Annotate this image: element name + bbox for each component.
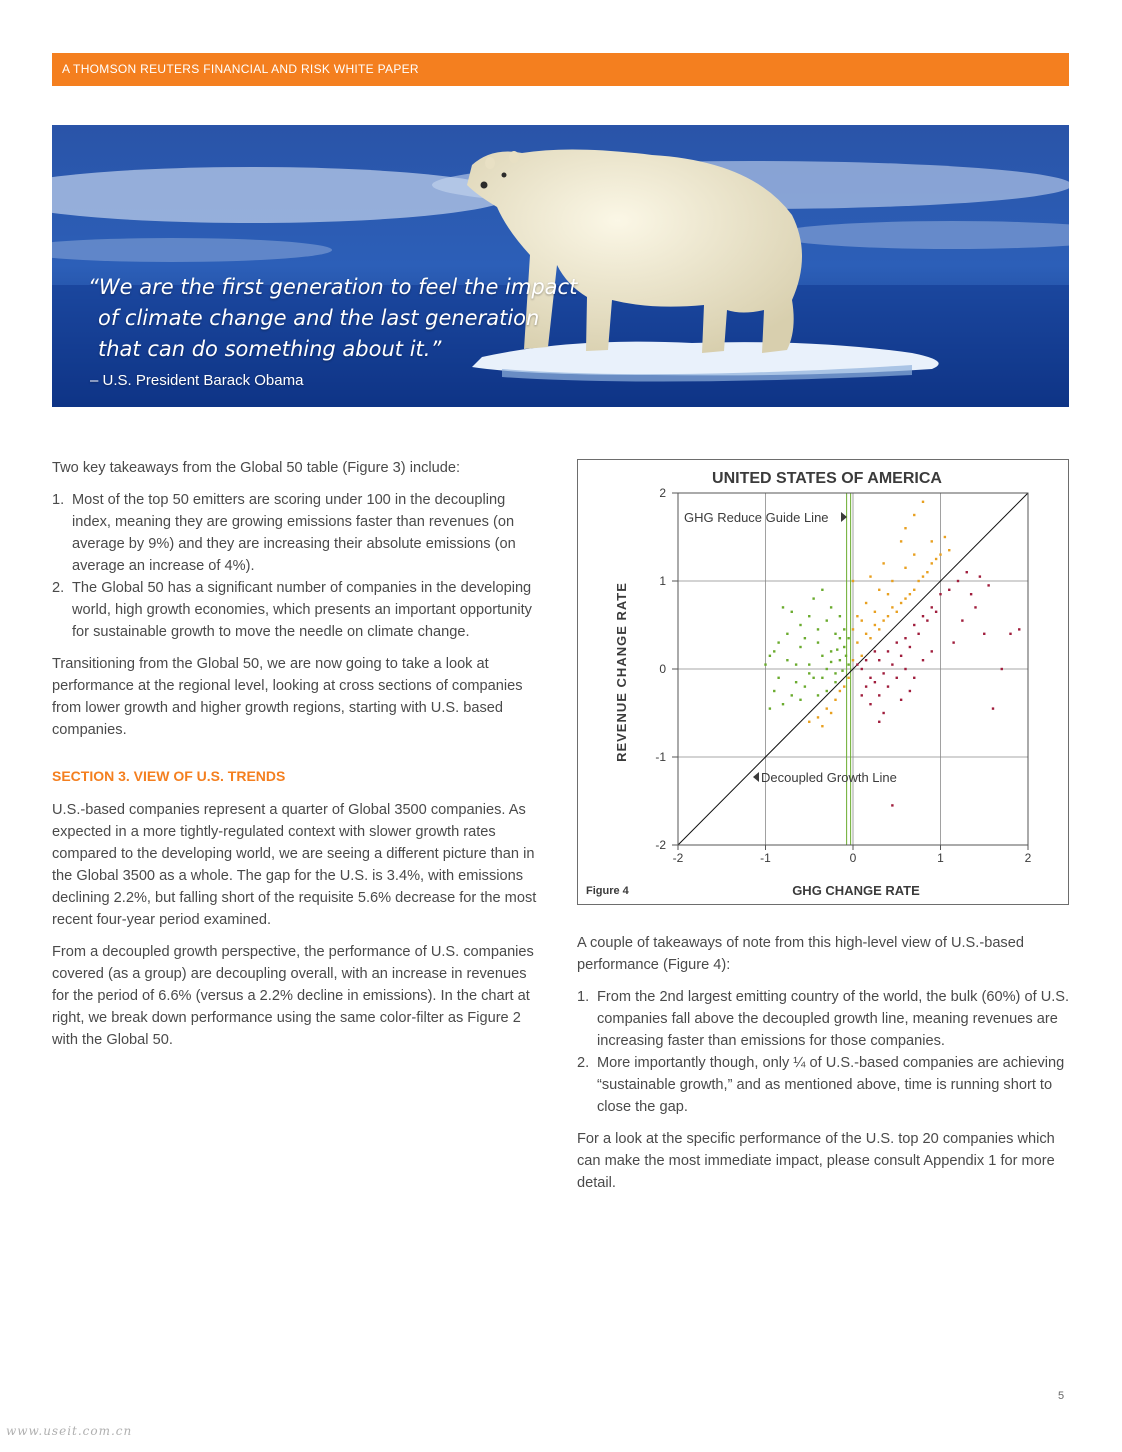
data-point	[865, 633, 867, 635]
data-point	[869, 677, 871, 679]
right-column	[577, 932, 1072, 1204]
data-point	[891, 804, 893, 806]
closing-paragraph: For a look at the specific performance of the U.S. top 20 companies which can make the most immediate impact, please consult Appendix 1 for more detail.	[577, 1131, 1055, 1191]
quote-line-3: that can do something about it.”	[98, 337, 442, 361]
data-point	[764, 663, 766, 665]
data-point	[795, 663, 797, 665]
list-item	[577, 986, 1072, 1052]
data-point	[852, 580, 854, 582]
data-point	[826, 619, 828, 621]
data-point	[769, 655, 771, 657]
list-number: 1.	[52, 492, 65, 508]
data-point	[804, 637, 806, 639]
data-point	[856, 641, 858, 643]
data-point	[909, 690, 911, 692]
data-point	[865, 602, 867, 604]
data-point	[952, 641, 954, 643]
data-point	[808, 672, 810, 674]
data-point	[931, 650, 933, 652]
data-point	[917, 580, 919, 582]
data-point	[961, 619, 963, 621]
y-tick-label: 1	[659, 574, 666, 588]
data-point	[887, 593, 889, 595]
data-point	[861, 694, 863, 696]
data-point	[887, 615, 889, 617]
data-point	[922, 575, 924, 577]
y-tick-label: -2	[655, 838, 666, 852]
data-point	[896, 641, 898, 643]
data-point	[799, 624, 801, 626]
data-point	[900, 655, 902, 657]
data-point	[887, 685, 889, 687]
data-point	[944, 536, 946, 538]
data-point	[856, 663, 858, 665]
data-point	[891, 606, 893, 608]
data-point	[786, 633, 788, 635]
data-point	[812, 677, 814, 679]
list-text: More importantly though, only ¼ of U.S.-based companies are achieving “sustainable growth,” and as mentioned above, time is running short to close the gap.	[597, 1055, 1065, 1115]
data-point	[852, 628, 854, 630]
data-point	[869, 637, 871, 639]
data-point	[900, 602, 902, 604]
data-point	[812, 597, 814, 599]
data-point	[808, 721, 810, 723]
data-point	[913, 514, 915, 516]
data-point	[795, 681, 797, 683]
data-point	[970, 593, 972, 595]
page-number: 5	[1058, 1390, 1065, 1402]
guide-line-label: GHG Reduce Guide Line	[684, 510, 829, 525]
decoupled-paragraph: From a decoupled growth perspective, the performance of U.S. companies covered (as a group) are decoupling overall, with an increase in revenues for the period of 6.6% (versus a 2.2% decline in emissions). In the chart at right, we break down performance using the same color-filter as Figure 2 with the Global 50.	[52, 944, 534, 1048]
data-point	[821, 677, 823, 679]
data-point	[874, 681, 876, 683]
right-takeaways-list	[577, 986, 1072, 1118]
transition-paragraph: Transitioning from the Global 50, we are now going to take a look at performance at the regional level, looking at cross sections of companies from lower growth and higher growth regions, starting with U.S. based companies.	[52, 656, 523, 738]
data-point	[878, 589, 880, 591]
data-point	[817, 694, 819, 696]
header-label: A THOMSON REUTERS FINANCIAL AND RISK WHITE PAPER	[62, 62, 419, 76]
data-point	[799, 699, 801, 701]
scatter-chart	[578, 460, 1068, 904]
data-point	[913, 677, 915, 679]
data-point	[904, 527, 906, 529]
list-item	[52, 577, 547, 643]
data-point	[987, 584, 989, 586]
x-axis-label: GHG CHANGE RATE	[792, 883, 920, 898]
data-point	[909, 593, 911, 595]
data-point	[1009, 633, 1011, 635]
data-point	[826, 690, 828, 692]
y-tick-label: 2	[659, 486, 666, 500]
data-point	[939, 553, 941, 555]
data-point	[834, 699, 836, 701]
data-point	[904, 668, 906, 670]
data-point	[882, 562, 884, 564]
us-paragraph: U.S.-based companies represent a quarter of Global 3500 companies. As expected in a more tightly-regulated context with slower growth rates compared to the developing world, we are seeing a different picture than in the Global 3500 as a whole. The gap for the U.S. is 3.4%, with emissions declining 2.2%, but falling short of the requisite 5.6% decrease for the most recent four-year period examined.	[52, 802, 537, 928]
data-point	[874, 611, 876, 613]
data-point	[839, 637, 841, 639]
data-point	[817, 628, 819, 630]
data-point	[869, 575, 871, 577]
data-point	[841, 670, 843, 672]
data-point	[843, 646, 845, 648]
data-point	[834, 681, 836, 683]
data-point	[826, 707, 828, 709]
data-point	[836, 648, 838, 650]
data-point	[777, 641, 779, 643]
data-point	[830, 712, 832, 714]
x-tick-label: 2	[1024, 851, 1032, 865]
data-point	[878, 659, 880, 661]
hero-banner	[52, 125, 1069, 407]
data-point	[966, 571, 968, 573]
data-point	[926, 571, 928, 573]
y-axis-label: REVENUE CHANGE RATE	[614, 582, 629, 762]
data-point	[865, 685, 867, 687]
data-point	[939, 593, 941, 595]
data-point	[839, 690, 841, 692]
data-point	[979, 575, 981, 577]
watermark: www.useit.com.cn	[6, 1424, 133, 1438]
header-bar	[52, 53, 1069, 86]
list-number: 2.	[577, 1055, 590, 1071]
chart-points	[764, 501, 1020, 807]
data-point	[845, 655, 847, 657]
data-point	[847, 663, 849, 665]
data-point	[913, 553, 915, 555]
data-point	[865, 659, 867, 661]
data-point	[856, 615, 858, 617]
data-point	[948, 549, 950, 551]
data-point	[1018, 628, 1020, 630]
data-point	[852, 659, 854, 661]
x-tick-label: 0	[849, 851, 857, 865]
list-item	[577, 1052, 1072, 1118]
data-point	[834, 633, 836, 635]
data-point	[983, 633, 985, 635]
data-point	[935, 558, 937, 560]
quote-line-1: “We are the first generation to feel the impact	[88, 275, 578, 299]
data-point	[900, 540, 902, 542]
hero-quote	[88, 272, 608, 365]
data-point	[935, 611, 937, 613]
data-point	[904, 567, 906, 569]
data-point	[896, 677, 898, 679]
data-point	[1001, 668, 1003, 670]
guide-line-arrow-icon	[841, 512, 847, 522]
data-point	[843, 685, 845, 687]
data-point	[791, 611, 793, 613]
list-number: 2.	[52, 580, 65, 596]
x-tick-label: -1	[760, 851, 771, 865]
x-tick-label: 1	[937, 851, 944, 865]
data-point	[769, 707, 771, 709]
data-point	[808, 615, 810, 617]
section-title: SECTION 3. VIEW OF U.S. TRENDS	[52, 768, 286, 784]
data-point	[869, 703, 871, 705]
data-point	[847, 677, 849, 679]
data-point	[992, 707, 994, 709]
data-point	[904, 597, 906, 599]
data-point	[878, 721, 880, 723]
data-point	[821, 725, 823, 727]
chart-axes	[655, 486, 1031, 865]
right-intro: A couple of takeaways of note from this high-level view of U.S.-based performance (Figure 4):	[577, 935, 1024, 973]
data-point	[891, 580, 893, 582]
data-point	[974, 606, 976, 608]
data-point	[843, 628, 845, 630]
y-tick-label: -1	[655, 750, 666, 764]
data-point	[922, 659, 924, 661]
data-point	[830, 661, 832, 663]
data-point	[878, 628, 880, 630]
list-text: The Global 50 has a significant number of companies in the developing world, high growth economies, which presents an important opportunity for sustainable growth to move the needle on climate change.	[72, 580, 532, 640]
data-point	[791, 694, 793, 696]
data-point	[948, 589, 950, 591]
data-point	[913, 589, 915, 591]
data-point	[917, 633, 919, 635]
data-point	[878, 694, 880, 696]
data-point	[926, 619, 928, 621]
data-point	[804, 685, 806, 687]
data-point	[874, 624, 876, 626]
data-point	[839, 615, 841, 617]
data-point	[834, 672, 836, 674]
data-point	[773, 690, 775, 692]
data-point	[900, 699, 902, 701]
data-point	[896, 611, 898, 613]
data-point	[826, 668, 828, 670]
figure-label: Figure 4	[586, 885, 629, 897]
data-point	[773, 650, 775, 652]
left-intro: Two key takeaways from the Global 50 table (Figure 3) include:	[52, 460, 461, 476]
data-point	[882, 672, 884, 674]
data-point	[821, 655, 823, 657]
data-point	[861, 668, 863, 670]
list-item	[52, 489, 547, 577]
data-point	[931, 606, 933, 608]
data-point	[931, 562, 933, 564]
data-point	[913, 624, 915, 626]
data-point	[931, 540, 933, 542]
data-point	[904, 637, 906, 639]
data-point	[922, 615, 924, 617]
data-point	[817, 641, 819, 643]
data-point	[782, 606, 784, 608]
list-number: 1.	[577, 989, 590, 1005]
list-text: Most of the top 50 emitters are scoring under 100 in the decoupling index, meaning they are growing emissions faster than revenues (on average by 9%) and they are increasing their absolute emissions (on average an increase of 4%).	[72, 492, 516, 574]
data-point	[957, 580, 959, 582]
data-point	[777, 677, 779, 679]
data-point	[821, 589, 823, 591]
data-point	[891, 663, 893, 665]
decoupled-line-arrow-icon	[753, 772, 759, 782]
data-point	[887, 650, 889, 652]
data-point	[847, 637, 849, 639]
figure-4-chart	[577, 459, 1069, 905]
data-point	[808, 663, 810, 665]
data-point	[882, 712, 884, 714]
left-takeaways-list	[52, 489, 547, 643]
chart-title: UNITED STATES OF AMERICA	[712, 470, 942, 487]
data-point	[817, 716, 819, 718]
list-text: From the 2nd largest emitting country of the world, the bulk (60%) of U.S. companies fall above the decoupled growth line, meaning revenues are increasing faster than emissions for those companies.	[597, 989, 1070, 1049]
data-point	[861, 619, 863, 621]
data-point	[799, 646, 801, 648]
data-point	[909, 646, 911, 648]
data-point	[782, 703, 784, 705]
quote-attribution: – U.S. President Barack Obama	[90, 372, 304, 389]
data-point	[839, 659, 841, 661]
data-point	[922, 501, 924, 503]
left-column	[52, 457, 547, 1061]
quote-line-2: of climate change and the last generation	[98, 306, 540, 330]
x-tick-label: -2	[672, 851, 684, 865]
data-point	[882, 619, 884, 621]
y-tick-label: 0	[659, 662, 666, 676]
data-point	[830, 606, 832, 608]
data-point	[830, 650, 832, 652]
data-point	[786, 659, 788, 661]
decoupled-line-label: Decoupled Growth Line	[761, 770, 897, 785]
data-point	[874, 650, 876, 652]
data-point	[861, 655, 863, 657]
